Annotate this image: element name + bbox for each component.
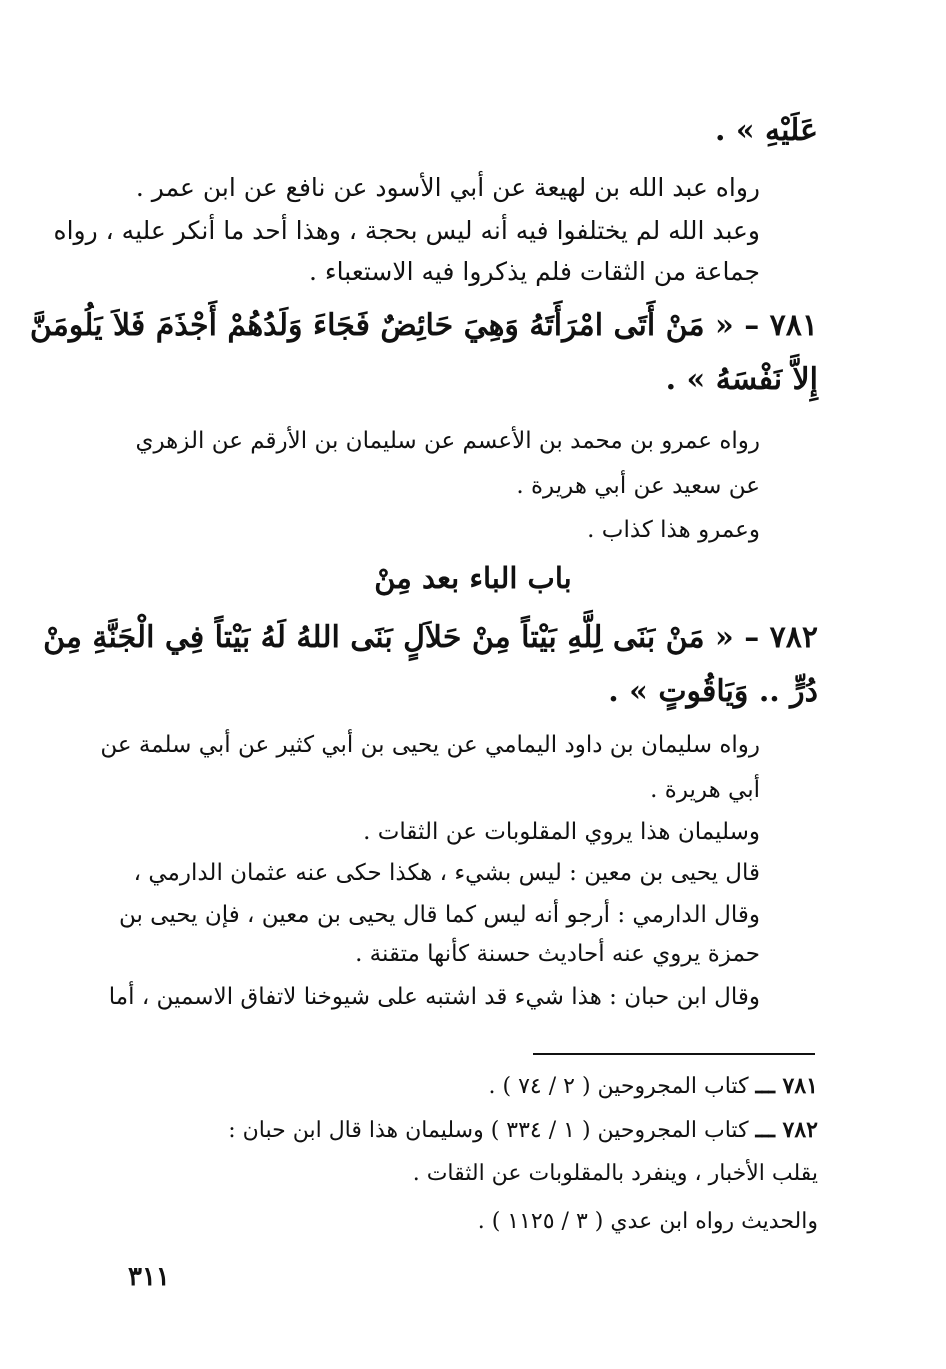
page-number: ٣١١ bbox=[128, 1262, 170, 1292]
hadith-782-line-1: ٧٨٢ – « مَنْ بَنَى لِلَّهِ بَيْتاً مِنْ حَلاَلٍ بَنَى اللهُ لَهُ بَيْتاً فِي الْجَنَّةِ مِنْ bbox=[43, 620, 818, 655]
narration-line: وسليمان هذا يروي المقلوبات عن الثقات . bbox=[363, 819, 760, 845]
narration-line: رواه سليمان بن داود اليمامي عن يحيى بن أبي كثير عن أبي سلمة عن bbox=[100, 732, 760, 758]
footnote-text: والحديث رواه ابن عدي ( ٣ / ١١٢٥ ) . bbox=[477, 1209, 818, 1234]
text-line: رواه عبد الله بن لهيعة عن أبي الأسود عن نافع عن ابن عمر . bbox=[135, 173, 760, 202]
narration-line: وقال ابن حبان : هذا شيء قد اشتبه على شيوخنا لاتفاق الاسمين ، أما bbox=[108, 984, 760, 1010]
narration-line: رواه عمرو بن محمد بن الأعسم عن سليمان بن الأرقم عن الزهري bbox=[135, 428, 760, 454]
footnote bbox=[118, 1073, 818, 1101]
footnote-rule bbox=[533, 1053, 815, 1055]
footnote bbox=[118, 1117, 818, 1145]
footnote bbox=[118, 1160, 818, 1188]
footnote bbox=[118, 1208, 818, 1236]
opening-fragment: عَلَيْهِ » . bbox=[714, 113, 818, 148]
footnote-text: كتاب المجروحين ( ٢ / ٧٤ ) . bbox=[488, 1074, 749, 1099]
chapter-heading: باب الباء بعد مِنْ bbox=[374, 561, 572, 595]
narration-line: حمزة يروي عنه أحاديث حسنة كأنها متقنة . bbox=[355, 941, 760, 967]
hadith-781-line-2: إِلاَّ نَفْسَهُ » . bbox=[665, 362, 818, 397]
hadith-781-line-1: ٧٨١ – « مَنْ أَتَى امْرَأَتَهُ وَهِيَ حَائِضٌ فَجَاءَ وَلَدُهُمْ أَجْذَمَ فَلاَ يَلُومَنَّ bbox=[29, 308, 818, 343]
narration-line: وقال الدارمي : أرجو أنه ليس كما قال يحيى بن معين ، فإن يحيى بن bbox=[118, 902, 760, 928]
footnote-number: ٧٨١ ـــ bbox=[755, 1073, 818, 1099]
narration-line: أبي هريرة . bbox=[650, 777, 760, 803]
footnote-text: كتاب المجروحين ( ١ / ٣٣٤ ) وسليمان هذا قال ابن حبان : bbox=[228, 1118, 749, 1143]
narration-line: وعمرو هذا كذاب . bbox=[587, 517, 760, 543]
narration-line: عن سعيد عن أبي هريرة . bbox=[516, 473, 760, 499]
footnote-number: ٧٨٢ ـــ bbox=[755, 1117, 818, 1143]
footnote-text: يقلب الأخبار ، وينفرد بالمقلوبات عن الثقات . bbox=[412, 1161, 818, 1186]
text-line: وعبد الله لم يختلفوا فيه أنه ليس بحجة ، وهذا أحد ما أنكر عليه ، رواه bbox=[53, 216, 760, 245]
narration-line: قال يحيى بن معين : ليس بشيء ، هكذا حكى عنه عثمان الدارمي ، bbox=[133, 860, 760, 886]
text-line: جماعة من الثقات فلم يذكروا فيه الاستعباء . bbox=[309, 257, 760, 286]
hadith-782-line-2: دُرٍّ .. وَيَاقُوتٍ » . bbox=[608, 674, 818, 709]
